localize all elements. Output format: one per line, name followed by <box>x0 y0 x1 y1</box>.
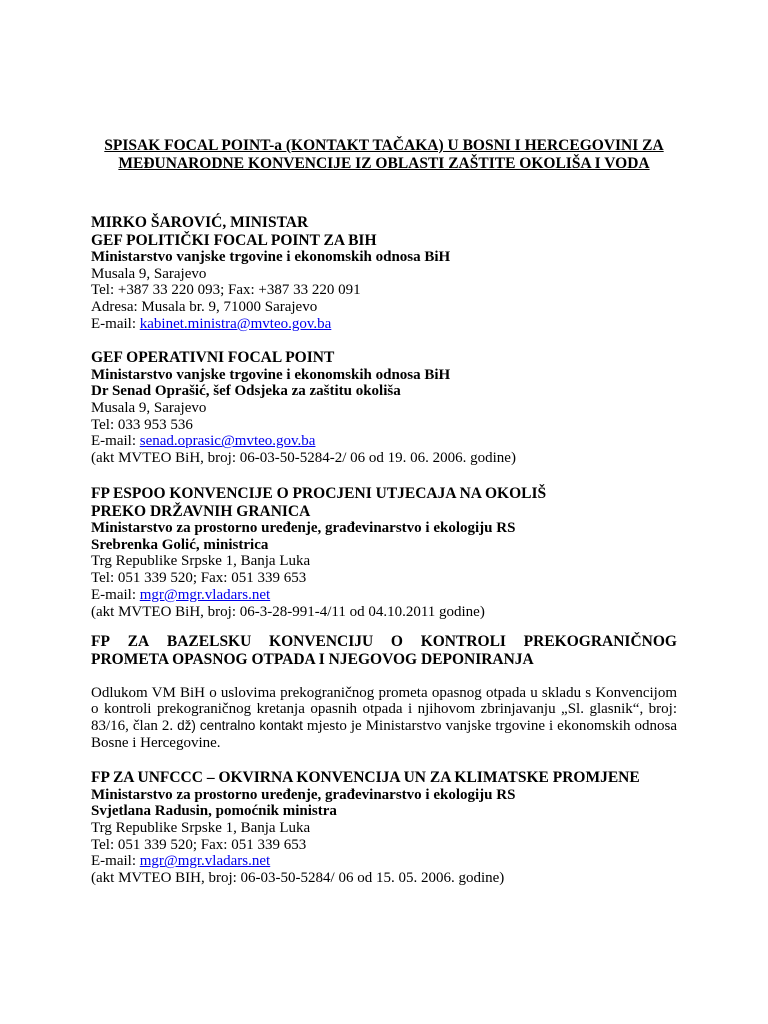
email-link[interactable]: senad.oprasic@mvteo.gov.ba <box>139 433 316 450</box>
paragraph-text: mjesto je <box>302 718 366 735</box>
heading-word: BAZELSKU <box>166 633 252 650</box>
section-heading-line-1: FP ESPOO KONVENCIJE O PROCJENI UTJECAJA NA OKOLIŠ <box>91 485 547 502</box>
email-line <box>91 853 677 870</box>
phone: Tel: 033 953 536 <box>91 416 193 433</box>
heading-word: FP <box>91 633 110 650</box>
email-link[interactable]: mgr@mgr.vladars.net <box>139 586 271 603</box>
address: Musala 9, Sarajevo <box>91 399 207 416</box>
email-label: E-mail: <box>91 433 140 450</box>
act-reference: (akt MVTEO BIH, broj: 06-03-50-5284/ 06 od 15. 05. 2006. godine) <box>91 870 505 887</box>
phone-fax: Tel: 051 339 520; Fax: 051 339 653 <box>91 570 307 587</box>
phone-fax: Tel: 051 339 520; Fax: 051 339 653 <box>91 836 307 853</box>
act-reference: (akt MVTEO BiH, broj: 06-3-28-991-4/11 od 04.10.2011 godine) <box>91 603 485 620</box>
email-link[interactable]: mgr@mgr.vladars.net <box>139 853 271 870</box>
document-title <box>90 137 678 173</box>
address: Musala 9, Sarajevo <box>91 265 207 282</box>
title-line-1: SPISAK FOCAL POINT-a (KONTAKT TAČAKA) U BOSNI I HERCEGOVINI ZA <box>104 137 664 154</box>
decision-paragraph <box>91 685 677 752</box>
contact-person: Srebrenka Golić, ministrica <box>91 536 269 553</box>
section-heading: FP ZA UNFCCC – OKVIRNA KONVENCIJA UN ZA KLIMATSKE PROMJENE <box>91 769 640 786</box>
section-heading: GEF OPERATIVNI FOCAL POINT <box>91 349 335 366</box>
section-espoo-convention <box>91 485 677 620</box>
full-address: Adresa: Musala br. 9, 71000 Sarajevo <box>91 299 318 316</box>
organization: Ministarstvo vanjske trgovine i ekonomskih odnosa BiH <box>91 366 451 383</box>
email-link[interactable]: kabinet.ministra@mvteo.gov.ba <box>139 315 332 332</box>
contact-role: GEF POLITIČKI FOCAL POINT ZA BIH <box>91 231 377 249</box>
phone-fax: Tel: +387 33 220 093; Fax: +387 33 220 091 <box>91 282 361 299</box>
contact-name: MIRKO ŠAROVIĆ, MINISTAR <box>91 214 309 231</box>
section-gef-operational-focal-point <box>91 349 677 467</box>
contact-person: Svjetlana Radusin, pomoćnik ministra <box>91 803 337 820</box>
email-label: E-mail: <box>91 315 140 332</box>
email-line <box>91 433 677 450</box>
address: Trg Republike Srpske 1, Banja Luka <box>91 819 311 836</box>
section-unfccc <box>91 769 677 887</box>
heading-word: PREKOGRANIČNOG <box>523 633 677 650</box>
section-basel-convention <box>91 633 677 752</box>
heading-word: ZA <box>127 633 150 650</box>
contact-person: Dr Senad Oprašić, šef Odsjeka za zaštitu okoliša <box>91 383 401 400</box>
organization: Ministarstvo vanjske trgovine i ekonomskih odnosa BiH <box>91 249 451 265</box>
act-reference: (akt MVTEO BiH, broj: 06-03-50-5284-2/ 06 od 19. 06. 2006. godine) <box>91 450 516 467</box>
heading-word: O <box>390 633 403 650</box>
email-label: E-mail: <box>91 586 140 603</box>
heading-word: KONTROLI <box>420 633 506 650</box>
organization: Ministarstvo za prostorno uređenje, građevinarstvo i ekologiju RS <box>91 520 516 536</box>
address: Trg Republike Srpske 1, Banja Luka <box>91 553 311 570</box>
paragraph-text-sans: dž) centralno kontakt <box>177 718 303 734</box>
email-line <box>91 316 677 333</box>
heading-word: KONVENCIJU <box>269 633 374 650</box>
section-heading-line-2: PREKO DRŽAVNIH GRANICA <box>91 502 311 520</box>
email-label: E-mail: <box>91 853 140 870</box>
section-heading-line-1 <box>91 633 677 651</box>
paragraph-text: Odlukom VM BiH o uslovima prekograničnog prometa opasnog otpada u skladu s Konvencijom o kontroli prekograničnog kretanja opasnih otpada i njihovom zbrinjavanju „Sl. glasnik“, broj: 83/16, član 2. <box>91 684 677 735</box>
title-line-2: MEĐUNARODNE KONVENCIJE IZ OBLASTI ZAŠTITE OKOLIŠA I VODA <box>118 155 650 172</box>
paragraph-text: Ministarstvo vanjske trgovine i ekonomskih odnosa Bosne i Hercegovine. <box>91 718 677 751</box>
section-heading-line-2: PROMETA OPASNOG OTPADA I NJEGOVOG DEPONIRANJA <box>91 651 534 668</box>
section-gef-political-focal-point <box>91 214 677 333</box>
email-line <box>91 587 677 604</box>
organization: Ministarstvo za prostorno uređenje, građevinarstvo i ekologiju RS <box>91 786 516 803</box>
